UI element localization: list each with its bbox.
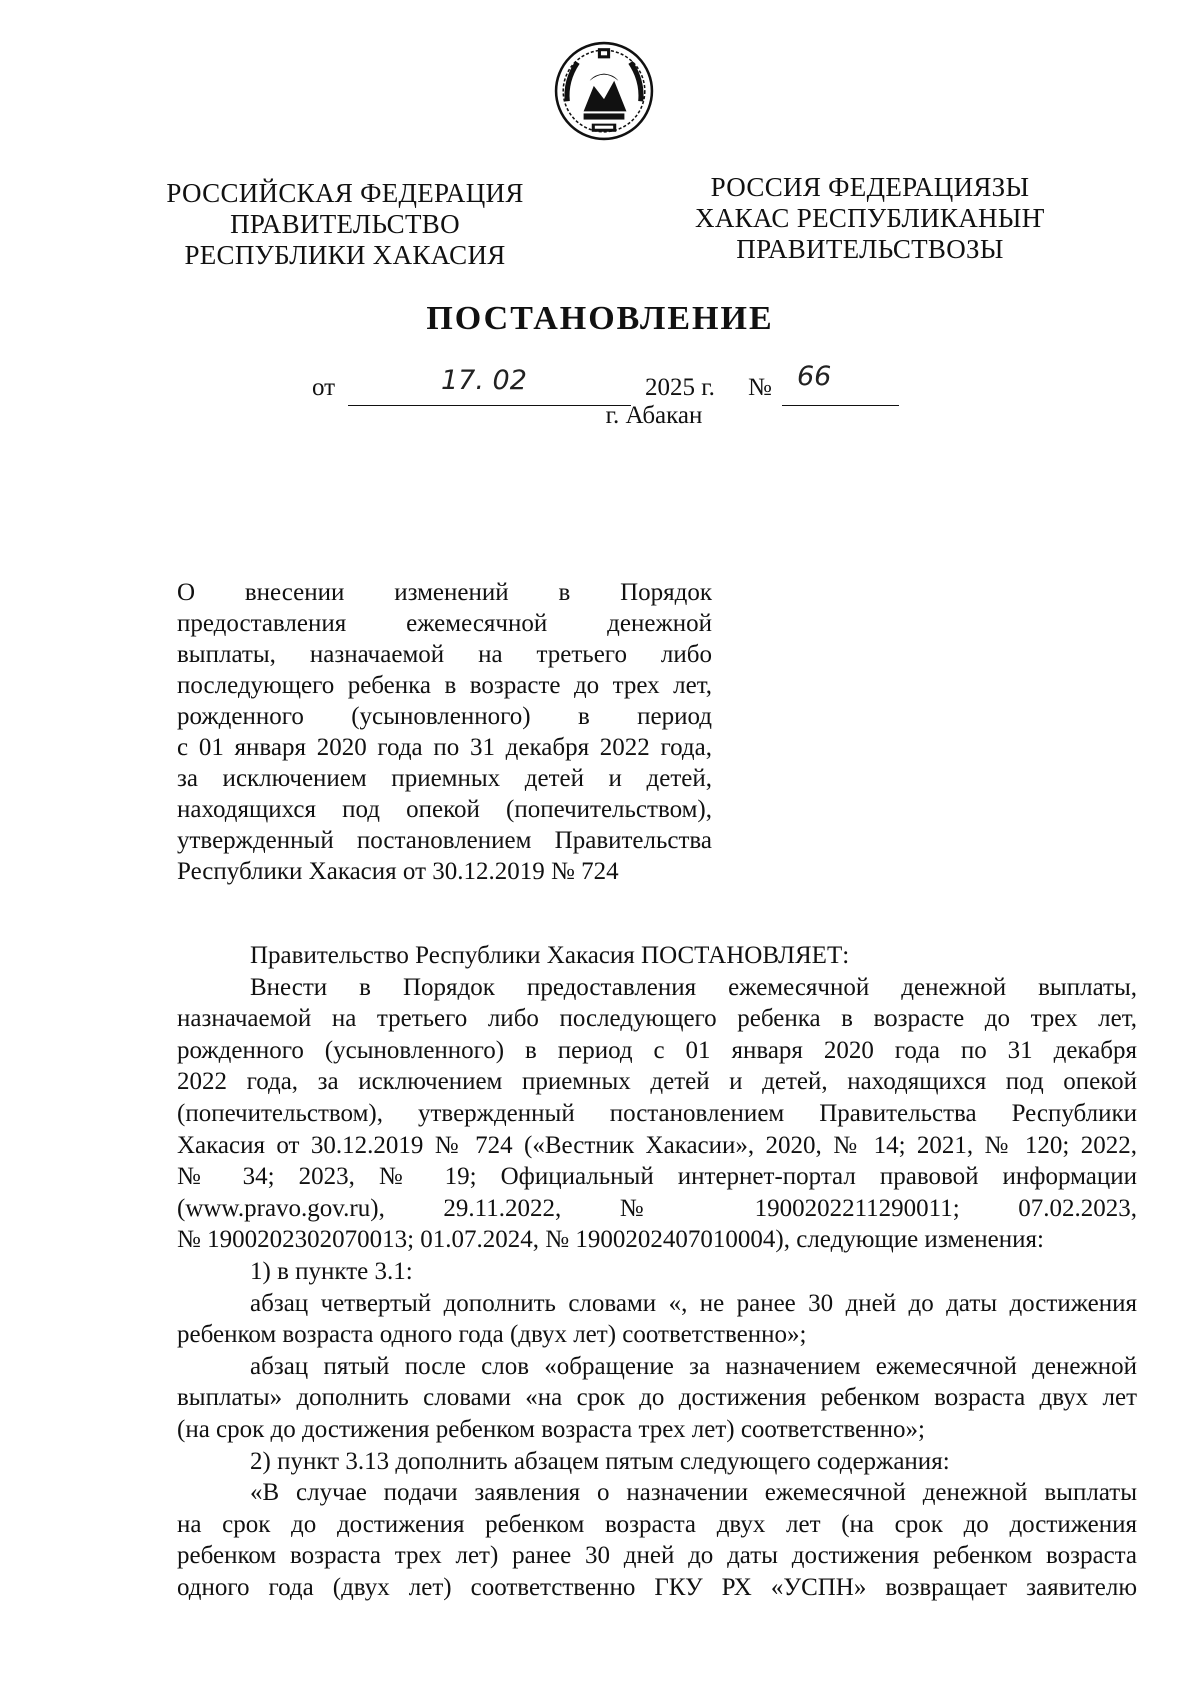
title-line: утвержденный постановлением Правительства: [177, 827, 712, 854]
header-left-block: [150, 178, 540, 271]
body-line: (на срок до достижения ребенком возраста трех лет) соответственно»;: [177, 1415, 925, 1443]
city-label: г. Абакан: [605, 402, 703, 429]
handwritten-number: 66: [797, 361, 832, 392]
title-line: Республики Хакасия от 30.12.2019 № 724: [177, 858, 619, 885]
body-line: абзац пятый после слов «обращение за назначением ежемесячной денежной: [250, 1352, 1137, 1380]
title-line: О внесении изменений в Порядок: [177, 579, 712, 606]
body-line: ребенком возраста трех лет) ранее 30 дней до даты достижения ребенком возраста: [177, 1542, 1137, 1570]
body-line: 2) пункт 3.13 дополнить абзацем пятым следующего содержания:: [250, 1447, 950, 1475]
body-line: «В случае подачи заявления о назначении ежемесячной денежной выплаты: [250, 1479, 1137, 1507]
body-line: № 1900202302070013; 01.07.2024, № 1900202407010004), следующие изменения:: [177, 1226, 1044, 1254]
title-line: последующего ребенка в возрасте до трех лет,: [177, 672, 712, 699]
body-line: назначаемой на третьего либо последующего ребенка в возрасте до трех лет,: [177, 1005, 1137, 1033]
header-left-line: ПРАВИТЕЛЬСТВО: [230, 209, 460, 239]
body-line: рожденного (усыновленного) в период с 01 января 2020 года по 31 декабря: [177, 1036, 1137, 1064]
date-number-line: [0, 361, 1200, 405]
coat-of-arms-emblem: [553, 40, 655, 142]
title-line: находящихся под опекой (попечительством),: [177, 796, 712, 823]
body-line: Внести в Порядок предоставления ежемесячной денежной выплаты,: [250, 973, 1137, 1001]
title-line: рожденного (усыновленного) в период: [177, 703, 712, 730]
document-title-block: [177, 577, 712, 887]
header-right-line: РОССИЯ ФЕДЕРАЦИЯЗЫ: [710, 172, 1030, 202]
body-line: абзац четвертый дополнить словами «, не ранее 30 дней до даты достижения: [250, 1289, 1137, 1317]
document-type-title: ПОСТАНОВЛЕНИЕ: [426, 300, 774, 337]
document-body: [177, 940, 1137, 1603]
body-line: № 34; 2023, № 19; Официальный интернет-портал правовой информации: [177, 1163, 1137, 1191]
body-line: Правительство Республики Хакасия ПОСТАНОВЛЯЕТ:: [250, 942, 850, 969]
body-line: ребенком возраста одного года (двух лет) соответственно»;: [177, 1321, 807, 1349]
title-line: с 01 января 2020 года по 31 декабря 2022 года,: [177, 734, 712, 761]
body-line: одного года (двух лет) соответственно ГКУ РХ «УСПН» возвращает заявителю: [177, 1573, 1137, 1601]
body-line: выплаты» дополнить словами «на срок до достижения ребенком возраста двух лет: [177, 1384, 1137, 1412]
date-prefix: от: [312, 374, 336, 401]
header-left-line: РОССИЙСКАЯ ФЕДЕРАЦИЯ: [166, 178, 524, 208]
header-right-block: [680, 172, 1060, 265]
body-line: (попечительством), утвержденный постановлением Правительства Республики: [177, 1099, 1137, 1127]
handwritten-date: 17. 02: [441, 365, 527, 396]
body-line: Хакасия от 30.12.2019 № 724 («Вестник Хакасии», 2020, № 14; 2021, № 120; 2022,: [177, 1131, 1137, 1159]
header-right-line: ХАКАС РЕСПУБЛИКАНЫҤ: [695, 203, 1045, 233]
body-line: (www.pravo.gov.ru), 29.11.2022, № 1900202211290011; 07.02.2023,: [177, 1194, 1137, 1222]
number-label: №: [748, 374, 772, 401]
header-left-line: РЕСПУБЛИКИ ХАКАСИЯ: [184, 240, 506, 270]
year-label: 2025 г.: [645, 374, 715, 401]
body-line: на срок до достижения ребенком возраста двух лет (на срок до достижения: [177, 1510, 1137, 1538]
body-line: 1) в пункте 3.1:: [250, 1257, 413, 1285]
header-right-line: ПРАВИТЕЛЬСТВОЗЫ: [736, 234, 1004, 264]
title-line: выплаты, назначаемой на третьего либо: [177, 641, 712, 668]
body-line: 2022 года, за исключением приемных детей и детей, находящихся под опекой: [177, 1068, 1137, 1096]
title-line: предоставления ежемесячной денежной: [177, 610, 712, 637]
title-line: за исключением приемных детей и детей,: [177, 765, 712, 792]
